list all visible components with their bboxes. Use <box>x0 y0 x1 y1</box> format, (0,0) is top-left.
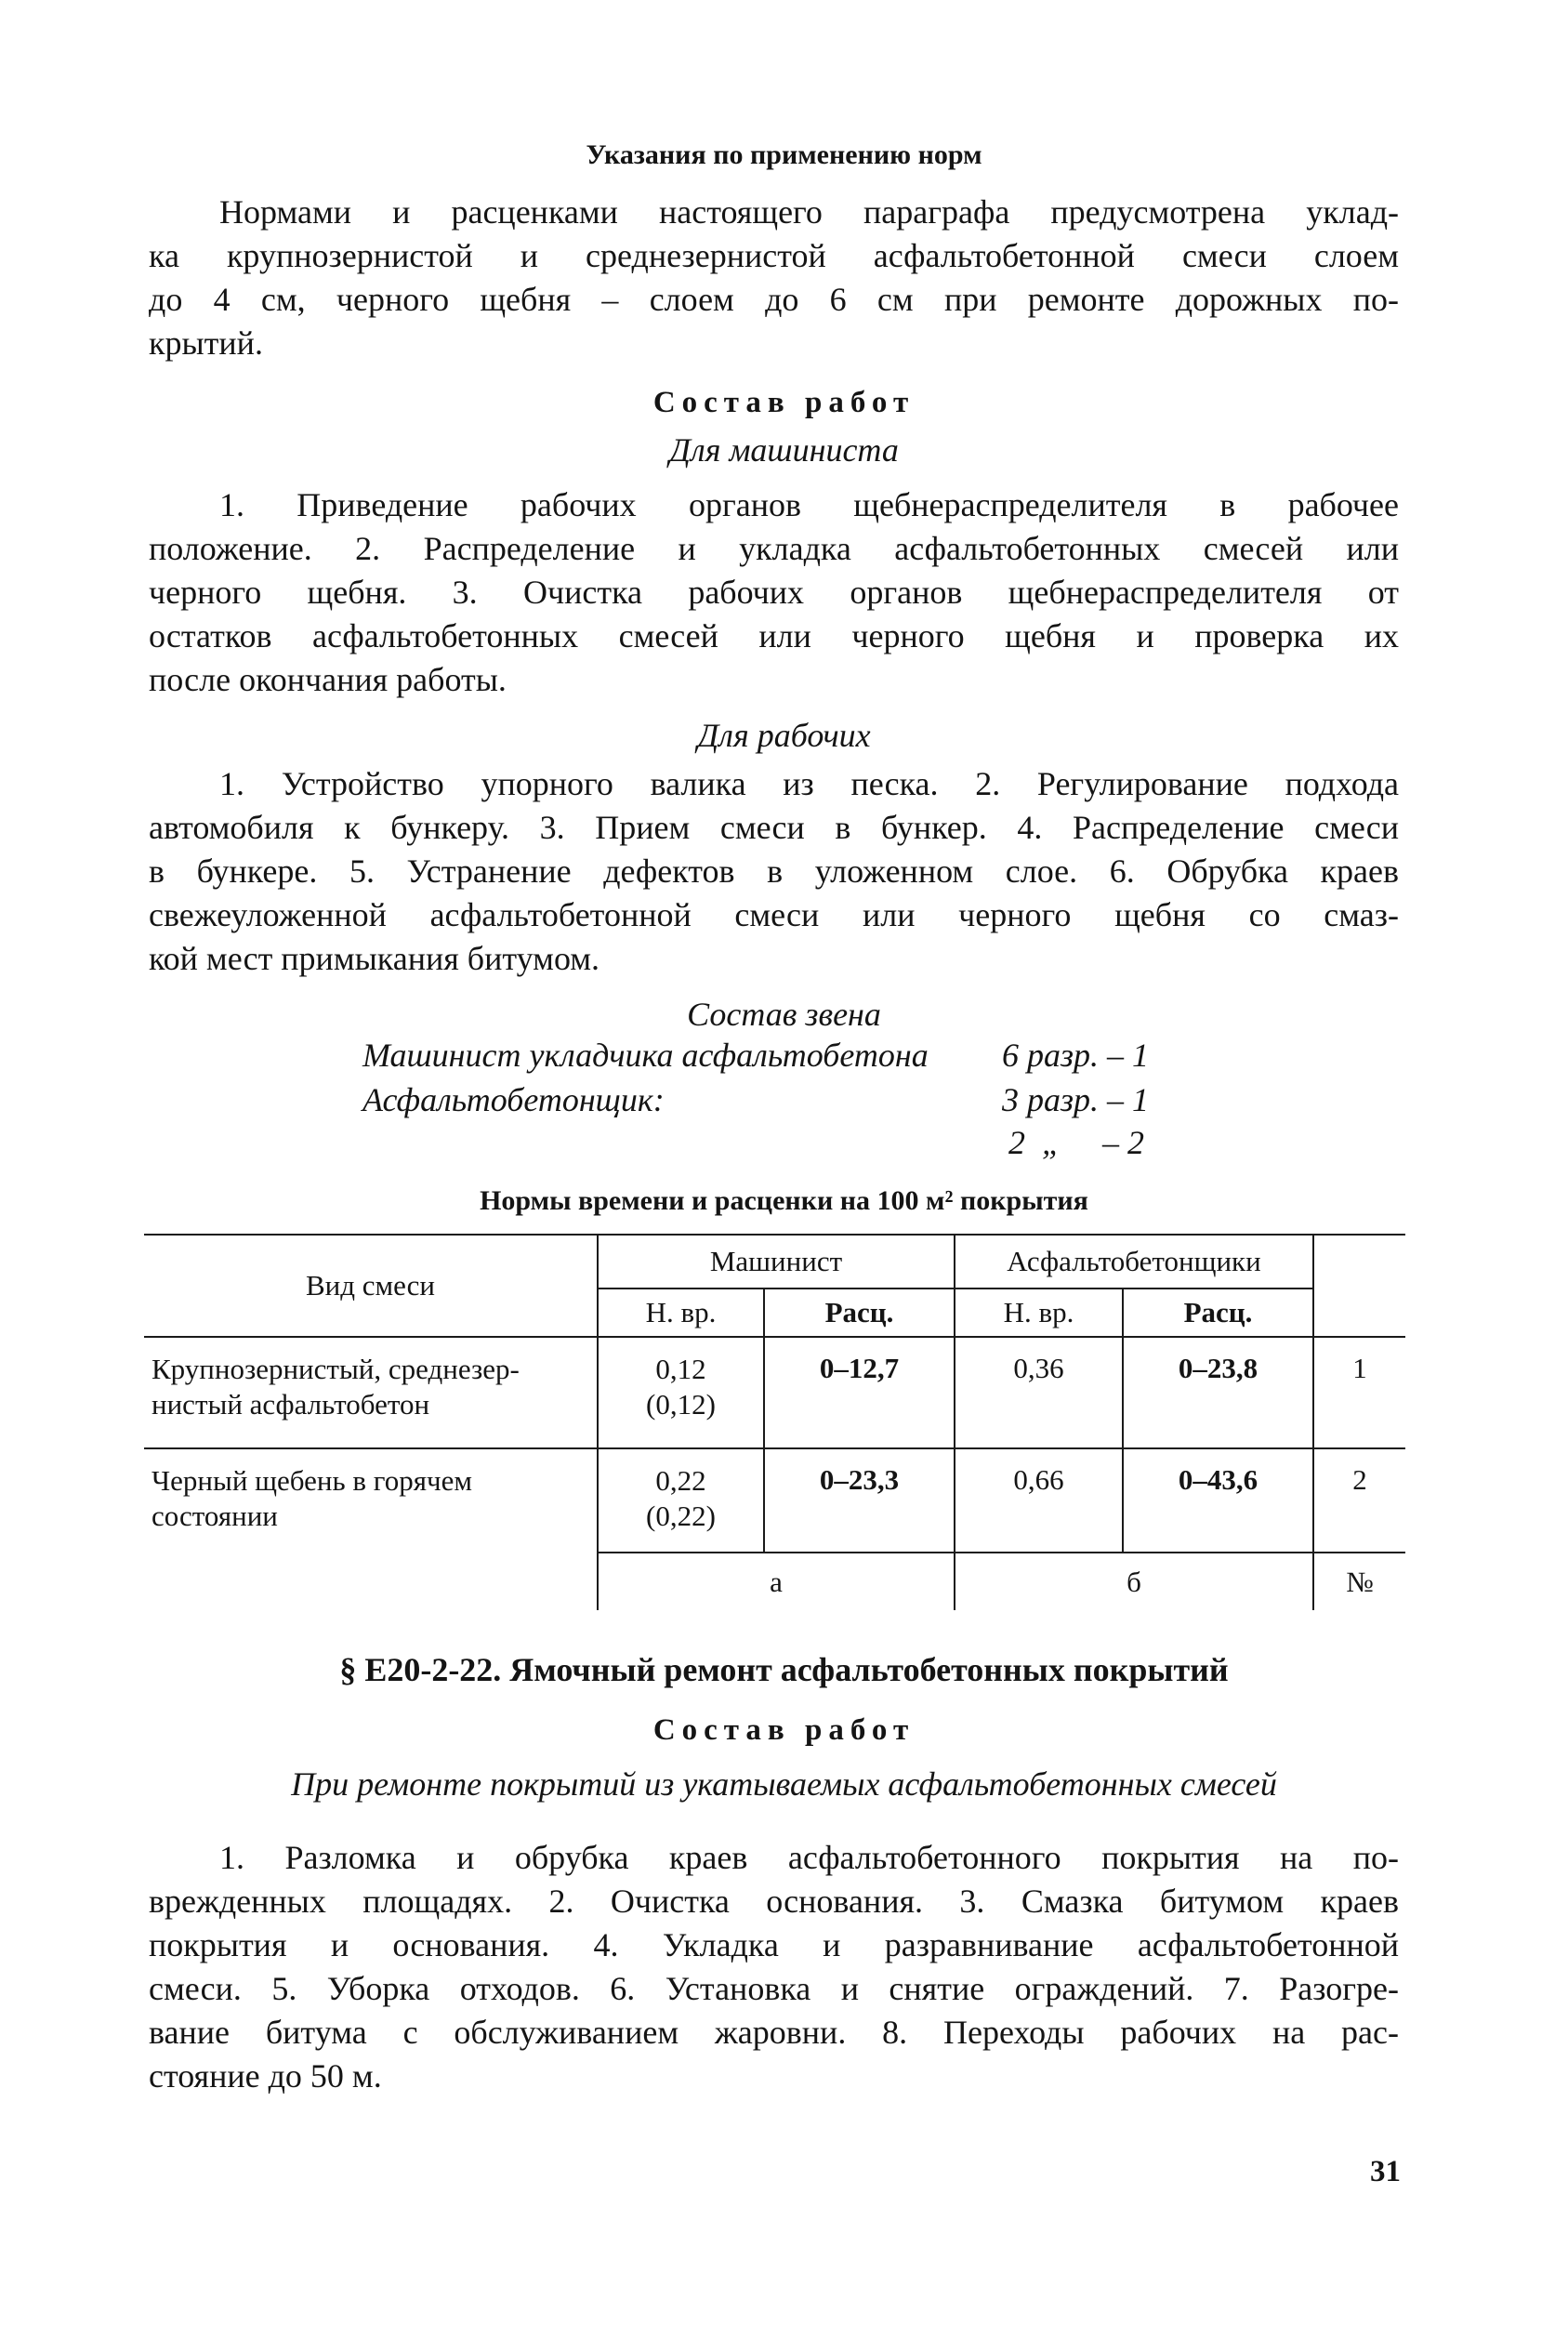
intro-paragraph <box>149 191 1399 365</box>
repair-line: стояние до 50 м. <box>149 2057 382 2095</box>
repair-line: врежденных площадях. 2. Очистка основания. 3. Смазка битумом краев <box>149 1883 1399 1920</box>
footer-label-number: № <box>1313 1553 1405 1610</box>
sub-header-rate: Расц. <box>764 1289 955 1337</box>
table-footer-row <box>144 1553 1405 1610</box>
workers-line: в бункере. 5. Устранение дефектов в уложенном слое. 6. Обрубка краев <box>149 852 1399 890</box>
workers-line: автомобиля к бункеру. 3. Прием смеси в бункер. 4. Распределение смеси <box>149 809 1399 846</box>
intro-line: крытий. <box>149 324 263 362</box>
sub-header-rate: Расц. <box>1123 1289 1313 1337</box>
asphalt-norm-cell: 0,66 <box>955 1448 1123 1553</box>
intro-line: Нормами и расценками настоящего параграфа предусмотрена уклад- <box>219 193 1399 231</box>
repair-line: 1. Разломка и обрубка краев асфальтобетонного покрытия на по- <box>219 1839 1399 1876</box>
workers-line: 1. Устройство упорного валика из песка. 2. Регулирование подхода <box>219 765 1399 802</box>
row-number-cell: 1 <box>1313 1337 1405 1448</box>
machinist-rate-cell: 0–12,7 <box>764 1337 955 1448</box>
group-header-asphalt-workers: Асфальтобетонщики <box>955 1235 1313 1289</box>
sub-header-norm: Н. вр. <box>955 1289 1123 1337</box>
table-row <box>144 1448 1405 1553</box>
group-header-machinist: Машинист <box>598 1235 955 1289</box>
workers-line: кой мест примыкания битумом. <box>149 940 600 977</box>
col-header-mix-type: Вид смеси <box>144 1235 598 1337</box>
mix-type-cell <box>144 1448 598 1553</box>
work-composition-heading: Состав работ <box>652 386 916 419</box>
table-caption: Нормы времени и расценки на 100 м² покрытия <box>480 1185 1088 1216</box>
norm-value-alt: (0,22) <box>646 1500 716 1532</box>
repair-subheading: При ремонте покрытий из укатываемых асфальтобетонных смесей <box>291 1765 1277 1803</box>
brigade-role-asphalt: Асфальтобетонщик: <box>362 1081 665 1118</box>
col-header-number <box>1313 1235 1405 1337</box>
mix-type-line: Черный щебень в горячем <box>152 1464 472 1497</box>
mix-type-line: нистый асфальтобетон <box>152 1388 430 1421</box>
workers-subheading: Для рабочих <box>697 717 871 754</box>
norm-value-alt: (0,12) <box>646 1388 716 1421</box>
intro-line: до 4 см, черного щебня – слоем до 6 см при ремонте дорожных по- <box>149 281 1399 318</box>
workers-paragraph <box>149 762 1399 981</box>
repair-line: смеси. 5. Уборка отходов. 6. Установка и снятие ограждений. 7. Разогре- <box>149 1970 1399 2007</box>
brigade-grade-asphalt-2: 2 „ – 2 <box>1008 1124 1145 1161</box>
brigade-role-machinist: Машинист укладчика асфальтобетона <box>362 1037 929 1074</box>
norm-value: 0,22 <box>655 1464 706 1497</box>
norms-table <box>144 1234 1405 1610</box>
asphalt-norm-cell: 0,36 <box>955 1337 1123 1448</box>
repair-paragraph <box>149 1836 1399 2098</box>
mix-type-cell <box>144 1337 598 1448</box>
brigade-grade-asphalt-3: 3 разр. – 1 <box>1002 1081 1150 1118</box>
asphalt-rate-cell: 0–43,6 <box>1123 1448 1313 1553</box>
work-composition-heading-2: Состав работ <box>652 1713 916 1747</box>
machinist-line: после окончания работы. <box>149 661 507 698</box>
norm-value: 0,12 <box>655 1353 706 1385</box>
machinist-line: 1. Приведение рабочих органов щебнераспределителя в рабочее <box>219 486 1399 523</box>
mix-type-line: состоянии <box>152 1500 278 1532</box>
repair-line: покрытия и основания. 4. Укладка и разравнивание асфальтобетонной <box>149 1926 1399 1963</box>
machinist-rate-cell: 0–23,3 <box>764 1448 955 1553</box>
machinist-paragraph <box>149 483 1399 702</box>
section-title: § Е20-2-22. Ямочный ремонт асфальтобетонных покрытий <box>339 1651 1229 1688</box>
machinist-line: положение. 2. Распределение и укладка асфальтобетонных смесей или <box>149 530 1399 567</box>
footer-label-a: а <box>598 1553 955 1610</box>
machinist-norm-cell <box>598 1448 764 1553</box>
sub-header-norm: Н. вр. <box>598 1289 764 1337</box>
machinist-subheading: Для машиниста <box>669 431 899 469</box>
workers-line: свежеуложенной асфальтобетонной смеси или черного щебня со смаз- <box>149 896 1399 933</box>
row-number-cell: 2 <box>1313 1448 1405 1553</box>
machinist-line: остатков асфальтобетонных смесей или черного щебня и проверка их <box>149 617 1399 654</box>
footer-label-b: б <box>955 1553 1313 1610</box>
machinist-line: черного щебня. 3. Очистка рабочих органов щебнераспределителя от <box>149 574 1399 611</box>
brigade-heading: Состав звена <box>687 996 881 1033</box>
machinist-norm-cell <box>598 1337 764 1448</box>
mix-type-line: Крупнозернистый, среднезер- <box>152 1353 520 1385</box>
usage-instructions-heading: Указания по применению норм <box>586 139 982 170</box>
asphalt-rate-cell: 0–23,8 <box>1123 1337 1313 1448</box>
intro-line: ка крупнозернистой и среднезернистой асфальтобетонной смеси слоем <box>149 237 1399 274</box>
table-row <box>144 1337 1405 1448</box>
repair-line: вание битума с обслуживанием жаровни. 8. Переходы рабочих на рас- <box>149 2014 1399 2051</box>
page-number: 31 <box>1370 2155 1401 2188</box>
brigade-grade-machinist: 6 разр. – 1 <box>1002 1037 1150 1074</box>
